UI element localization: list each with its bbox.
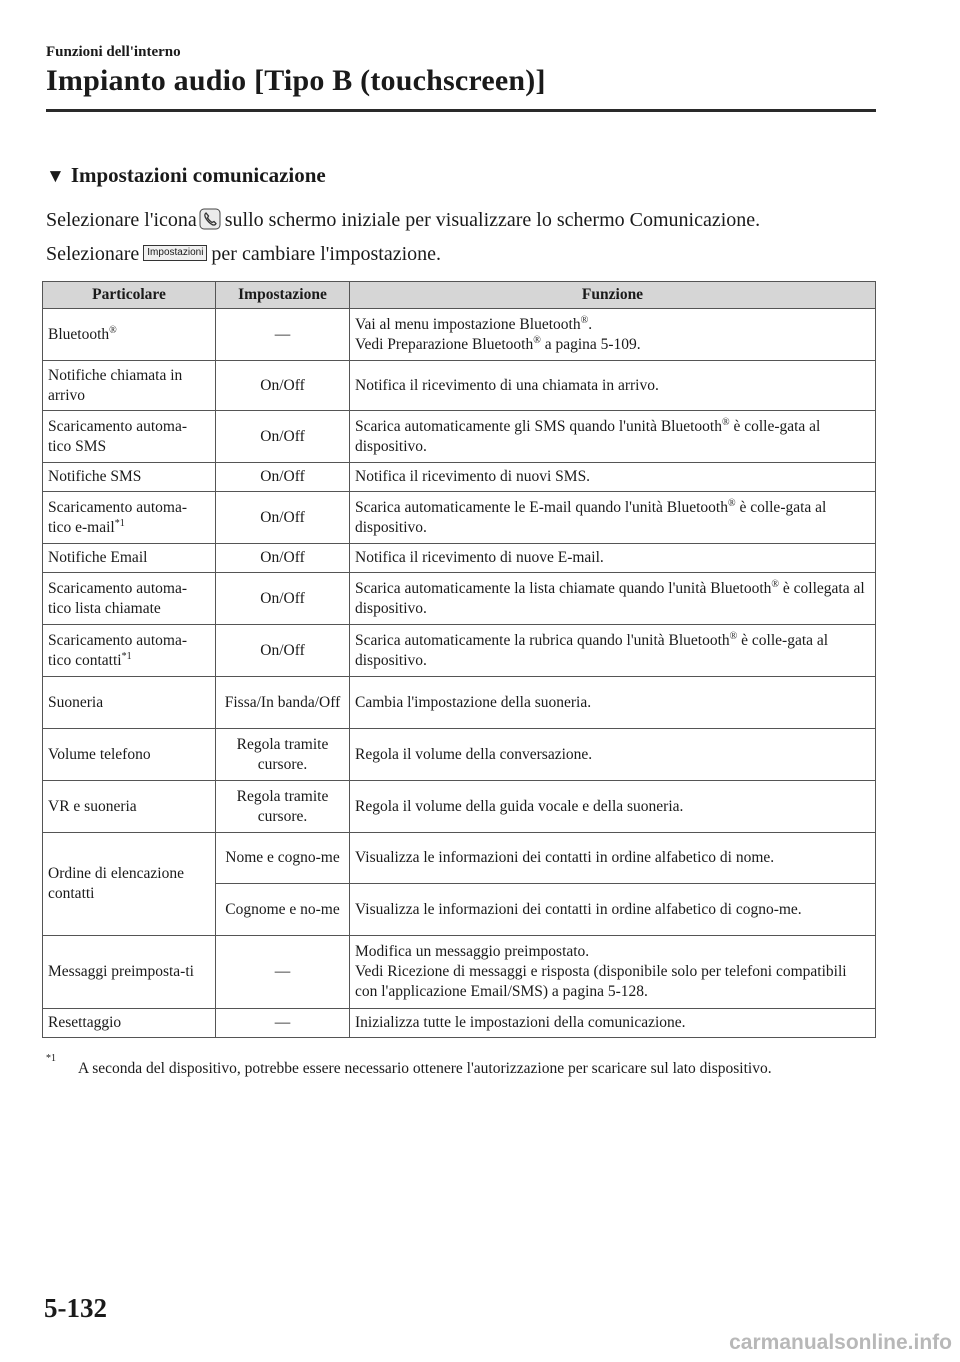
header-particolare: Particolare bbox=[43, 282, 216, 309]
table-row bbox=[43, 1009, 876, 1038]
cell-item: Scaricamento automa-tico lista chiamate bbox=[43, 573, 216, 625]
cell-function: Scarica automaticamente la rubrica quando l'unità Bluetooth® è colle-gata al dispositivo. bbox=[350, 625, 876, 677]
cell-function: Modifica un messaggio preimpostato. Vedi Ricezione di messaggi e risposta (disponibile solo per telefoni compatibili con l'applicazione Email/SMS) a pagina 5-128. bbox=[350, 936, 876, 1009]
cell-setting: Nome e cogno-me bbox=[216, 833, 350, 884]
cell-function: Cambia l'impostazione della suoneria. bbox=[350, 677, 876, 729]
page-title: Impianto audio [Tipo B (touchscreen)] bbox=[46, 64, 546, 97]
settings-table bbox=[42, 281, 876, 1038]
triangle-down-icon: ▼ bbox=[46, 165, 65, 187]
cell-setting: On/Off bbox=[216, 361, 350, 411]
cell-item: VR e suoneria bbox=[43, 781, 216, 833]
phone-icon bbox=[199, 208, 221, 230]
table-row bbox=[43, 309, 876, 361]
cell-setting: Cognome e no-me bbox=[216, 884, 350, 936]
cell-setting: On/Off bbox=[216, 573, 350, 625]
footnote-text: A seconda del dispositivo, potrebbe essere necessario ottenere l'autorizzazione per scaricare sul lato dispositivo. bbox=[78, 1060, 772, 1077]
cell-item: Resettaggio bbox=[43, 1009, 216, 1038]
cell-function: Inizializza tutte le impostazioni della comunicazione. bbox=[350, 1009, 876, 1038]
settings-button-label: Impostazioni bbox=[143, 245, 207, 261]
page-number: 5-132 bbox=[44, 1293, 107, 1323]
cell-setting: On/Off bbox=[216, 544, 350, 573]
table-row bbox=[43, 492, 876, 544]
header-impostazione: Impostazione bbox=[216, 282, 350, 309]
cell-item: Notifiche chiamata in arrivo bbox=[43, 361, 216, 411]
cell-item: Ordine di elencazione contatti bbox=[43, 833, 216, 936]
cell-item: Notifiche Email bbox=[43, 544, 216, 573]
table-row bbox=[43, 544, 876, 573]
instruction-2b: per cambiare l'impostazione. bbox=[211, 243, 442, 265]
table-row bbox=[43, 463, 876, 492]
cell-setting: On/Off bbox=[216, 463, 350, 492]
header-funzione: Funzione bbox=[350, 282, 876, 309]
cell-function: Notifica il ricevimento di nuove E-mail. bbox=[350, 544, 876, 573]
cell-item: Bluetooth® bbox=[43, 309, 216, 361]
cell-function: Scarica automaticamente gli SMS quando l'unità Bluetooth® è colle-gata al dispositivo. bbox=[350, 411, 876, 463]
table-row bbox=[43, 677, 876, 729]
cell-setting: Fissa/In banda/Off bbox=[216, 677, 350, 729]
footnote: *1 A seconda del dispositivo, potrebbe essere necessario ottenere l'autorizzazione per scaricare sul lato dispositivo. bbox=[46, 1059, 876, 1079]
cell-function: Notifica il ricevimento di nuovi SMS. bbox=[350, 463, 876, 492]
title-rule bbox=[46, 109, 876, 112]
cell-function: Regola il volume della conversazione. bbox=[350, 729, 876, 781]
cell-item: Scaricamento automa-tico SMS bbox=[43, 411, 216, 463]
table-row bbox=[43, 833, 876, 884]
cell-item: Volume telefono bbox=[43, 729, 216, 781]
cell-item: Scaricamento automa-tico e-mail$^{*1}$ bbox=[43, 492, 216, 544]
cell-item: Messaggi preimposta-ti bbox=[43, 936, 216, 1009]
instruction-line-1 bbox=[46, 208, 760, 232]
cell-setting: Regola tramite cursore. bbox=[216, 781, 350, 833]
section-heading bbox=[46, 163, 326, 188]
instruction-2a: Selezionare bbox=[46, 243, 140, 265]
cell-function: Visualizza le informazioni dei contatti in ordine alfabetico di nome. bbox=[350, 833, 876, 884]
table-header-row bbox=[43, 282, 876, 309]
cell-setting: On/Off bbox=[216, 492, 350, 544]
cell-function: Scarica automaticamente le E-mail quando l'unità Bluetooth® è colle-gata al dispositivo. bbox=[350, 492, 876, 544]
table-row bbox=[43, 411, 876, 463]
watermark: carmanualsonline.info bbox=[729, 1331, 952, 1354]
table-row bbox=[43, 361, 876, 411]
cell-setting: On/Off bbox=[216, 625, 350, 677]
table-row bbox=[43, 625, 876, 677]
instruction-1a: Selezionare l'icona bbox=[46, 209, 197, 231]
cell-setting: — bbox=[216, 309, 350, 361]
instruction-1b: sullo schermo iniziale per visualizzare lo schermo Comunicazione. bbox=[224, 209, 761, 231]
cell-function: Notifica il ricevimento di una chiamata in arrivo. bbox=[350, 361, 876, 411]
table-row bbox=[43, 936, 876, 1009]
cell-function: Vai al menu impostazione Bluetooth®. Vedi Preparazione Bluetooth® a pagina 5-109. bbox=[350, 309, 876, 361]
chapter-label: Funzioni dell'interno bbox=[46, 44, 181, 60]
cell-function: Visualizza le informazioni dei contatti in ordine alfabetico di cogno-me. bbox=[350, 884, 876, 936]
table-row bbox=[43, 573, 876, 625]
section-heading-text: Impostazioni comunicazione bbox=[70, 163, 326, 187]
table-row bbox=[43, 729, 876, 781]
cell-item: Notifiche SMS bbox=[43, 463, 216, 492]
cell-item: Suoneria bbox=[43, 677, 216, 729]
cell-item: Scaricamento automa-tico contatti$^{*1}$ bbox=[43, 625, 216, 677]
table-row bbox=[43, 781, 876, 833]
cell-function: Regola il volume della guida vocale e della suoneria. bbox=[350, 781, 876, 833]
cell-setting: On/Off bbox=[216, 411, 350, 463]
instruction-line-2 bbox=[46, 242, 441, 266]
cell-setting: Regola tramite cursore. bbox=[216, 729, 350, 781]
cell-setting: — bbox=[216, 936, 350, 1009]
cell-setting: — bbox=[216, 1009, 350, 1038]
cell-function: Scarica automaticamente la lista chiamate quando l'unità Bluetooth® è collegata al dispositivo. bbox=[350, 573, 876, 625]
